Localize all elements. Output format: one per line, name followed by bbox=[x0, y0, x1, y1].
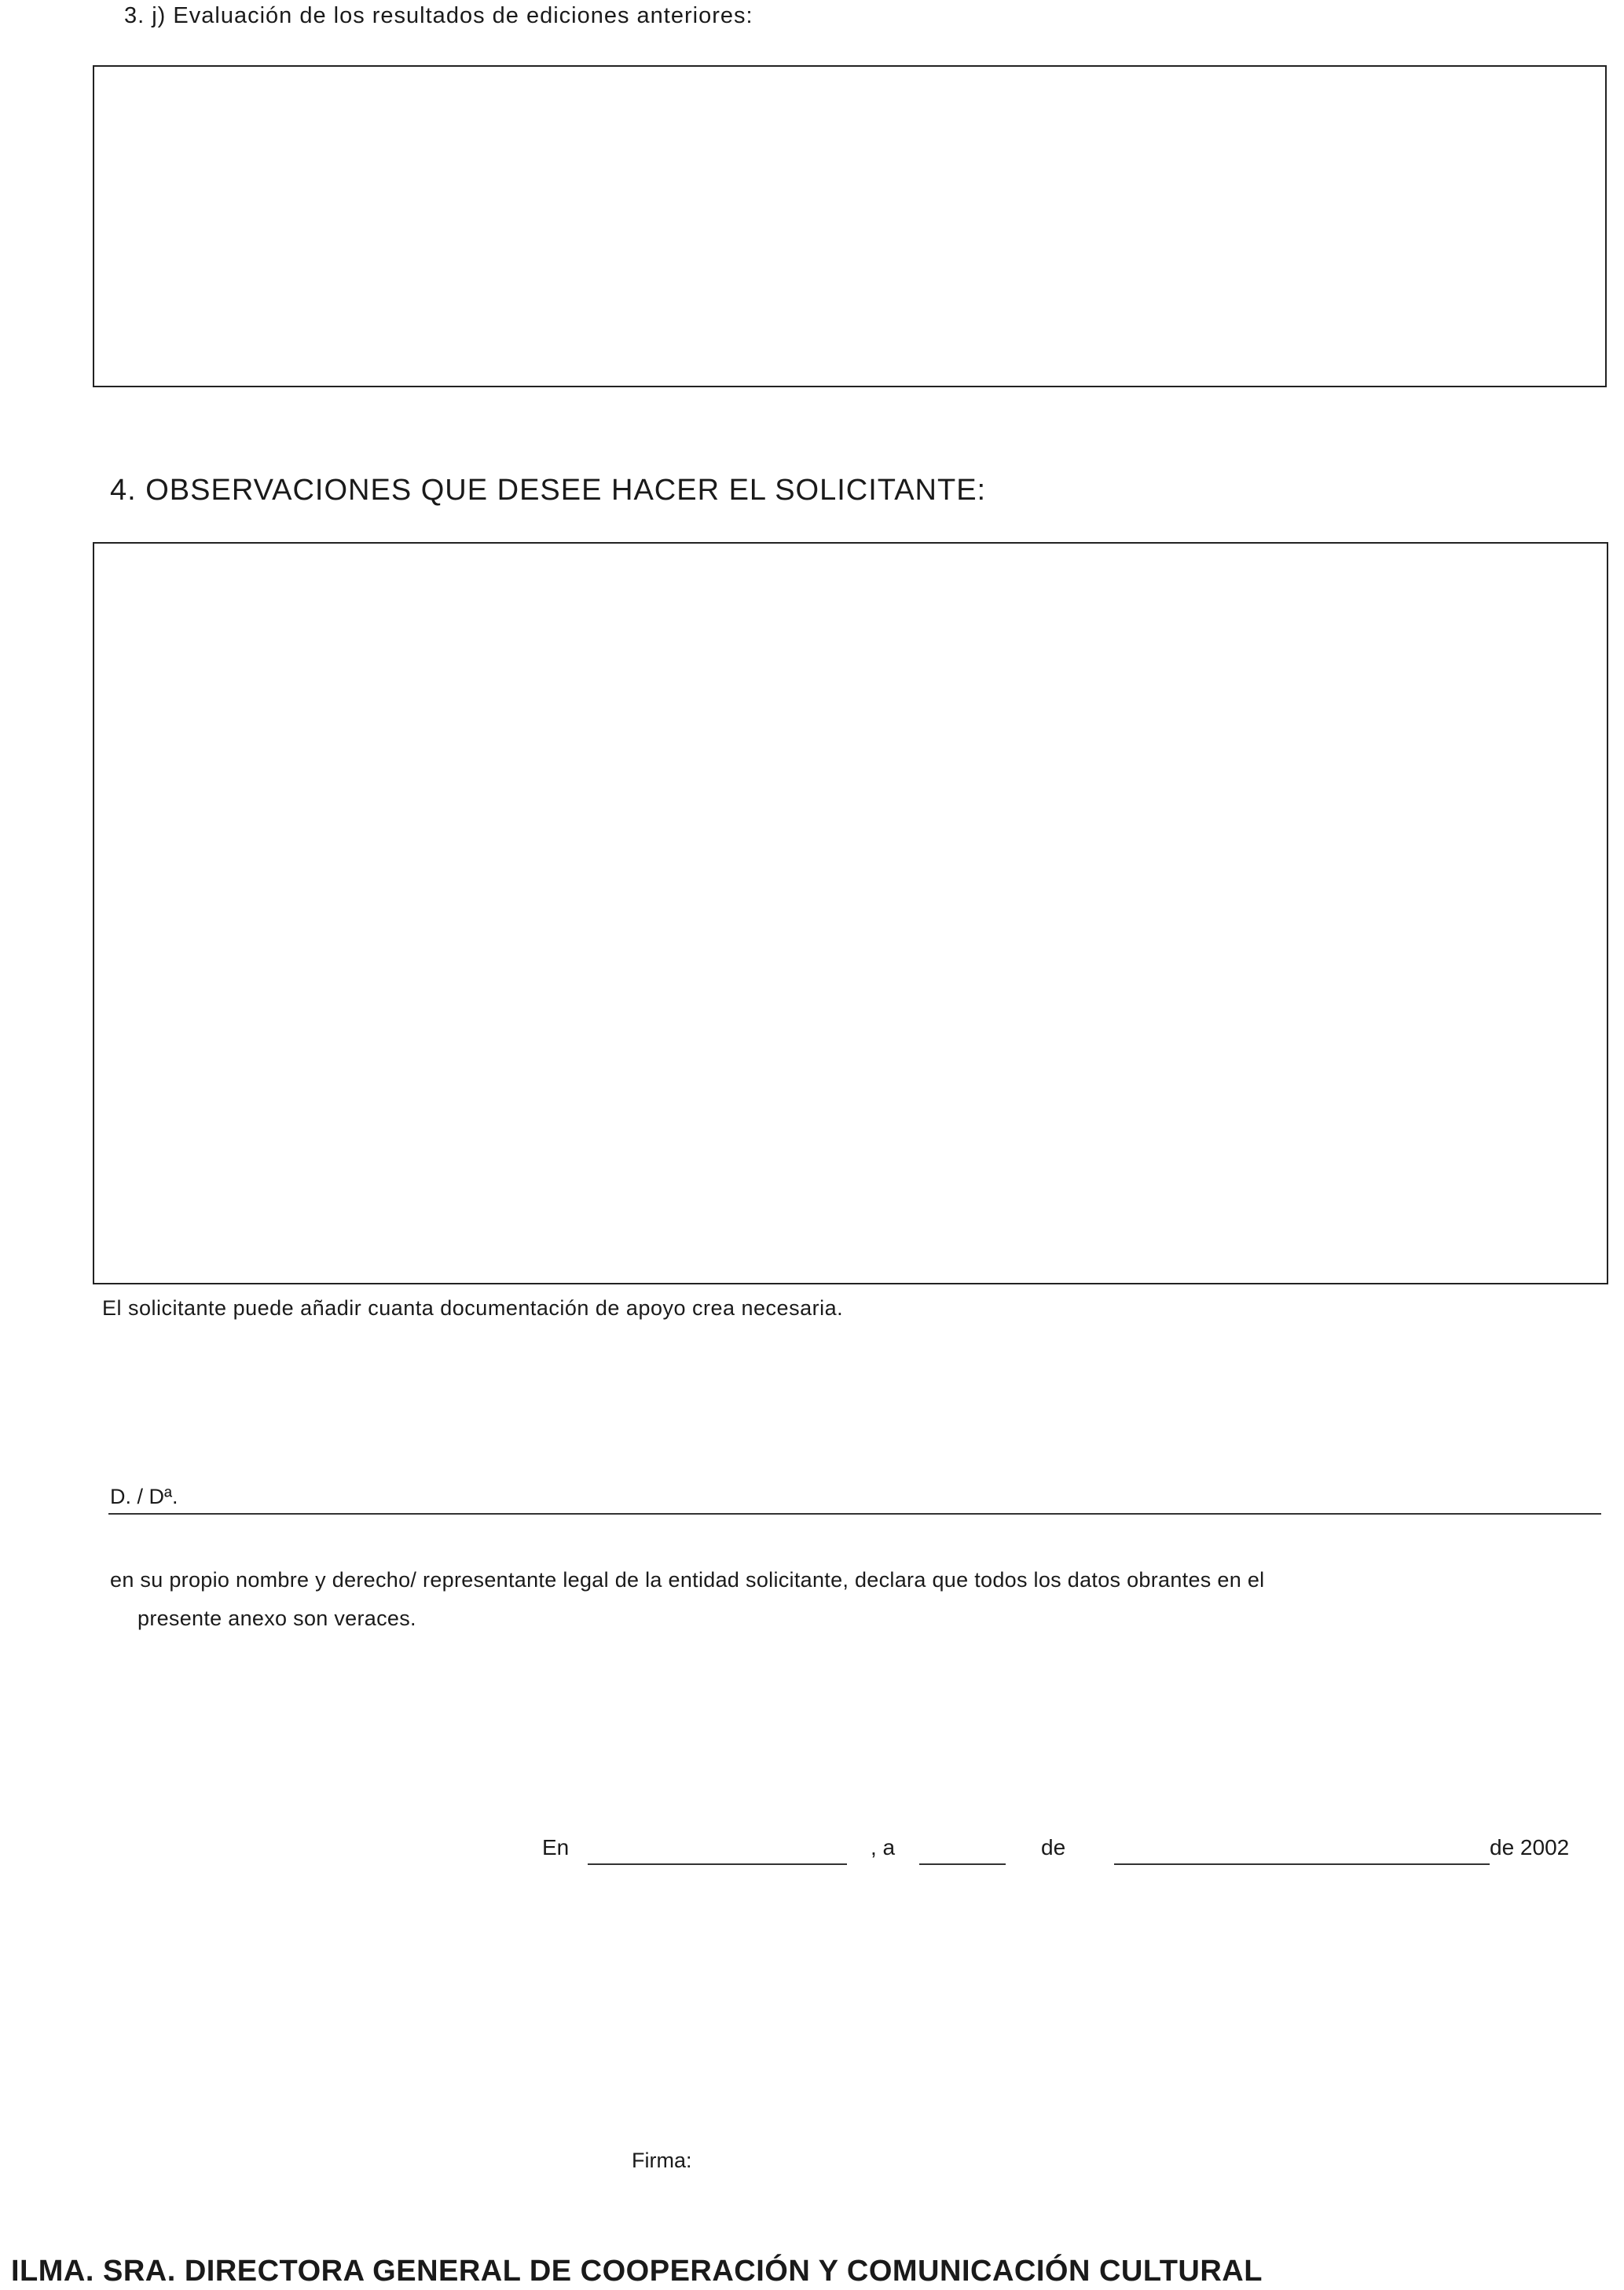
evaluation-results-textbox[interactable] bbox=[93, 65, 1607, 387]
date-day-line[interactable] bbox=[919, 1863, 1006, 1865]
date-month-line[interactable] bbox=[1114, 1863, 1490, 1865]
name-field-line[interactable] bbox=[108, 1513, 1601, 1515]
supporting-docs-note: El solicitante puede añadir cuanta documentación de apoyo crea necesaria. bbox=[102, 1296, 844, 1320]
section-3j-label: 3. j) Evaluación de los resultados de ediciones anteriores: bbox=[124, 3, 753, 28]
observations-heading: 4. OBSERVACIONES QUE DESEE HACER EL SOLICITANTE: bbox=[110, 474, 987, 507]
name-field-label: D. / Dª. bbox=[110, 1485, 178, 1508]
date-place-line[interactable] bbox=[588, 1863, 847, 1865]
date-year-label: de 2002 bbox=[1490, 1835, 1570, 1859]
addressee-heading: ILMA. SRA. DIRECTORA GENERAL DE COOPERACIÓN Y COMUNICACIÓN CULTURAL bbox=[11, 2255, 1263, 2288]
date-day-label: , a bbox=[871, 1835, 896, 1859]
observations-textbox[interactable] bbox=[93, 542, 1608, 1284]
date-place-label: En bbox=[542, 1835, 570, 1859]
declaration-text-line-2: presente anexo son veraces. bbox=[137, 1607, 416, 1630]
signature-label: Firma: bbox=[632, 2149, 692, 2172]
date-month-label: de bbox=[1041, 1835, 1066, 1859]
declaration-text-line-1: en su propio nombre y derecho/ representante legal de la entidad solicitante, declara que todos los datos obrantes en el bbox=[110, 1568, 1265, 1592]
